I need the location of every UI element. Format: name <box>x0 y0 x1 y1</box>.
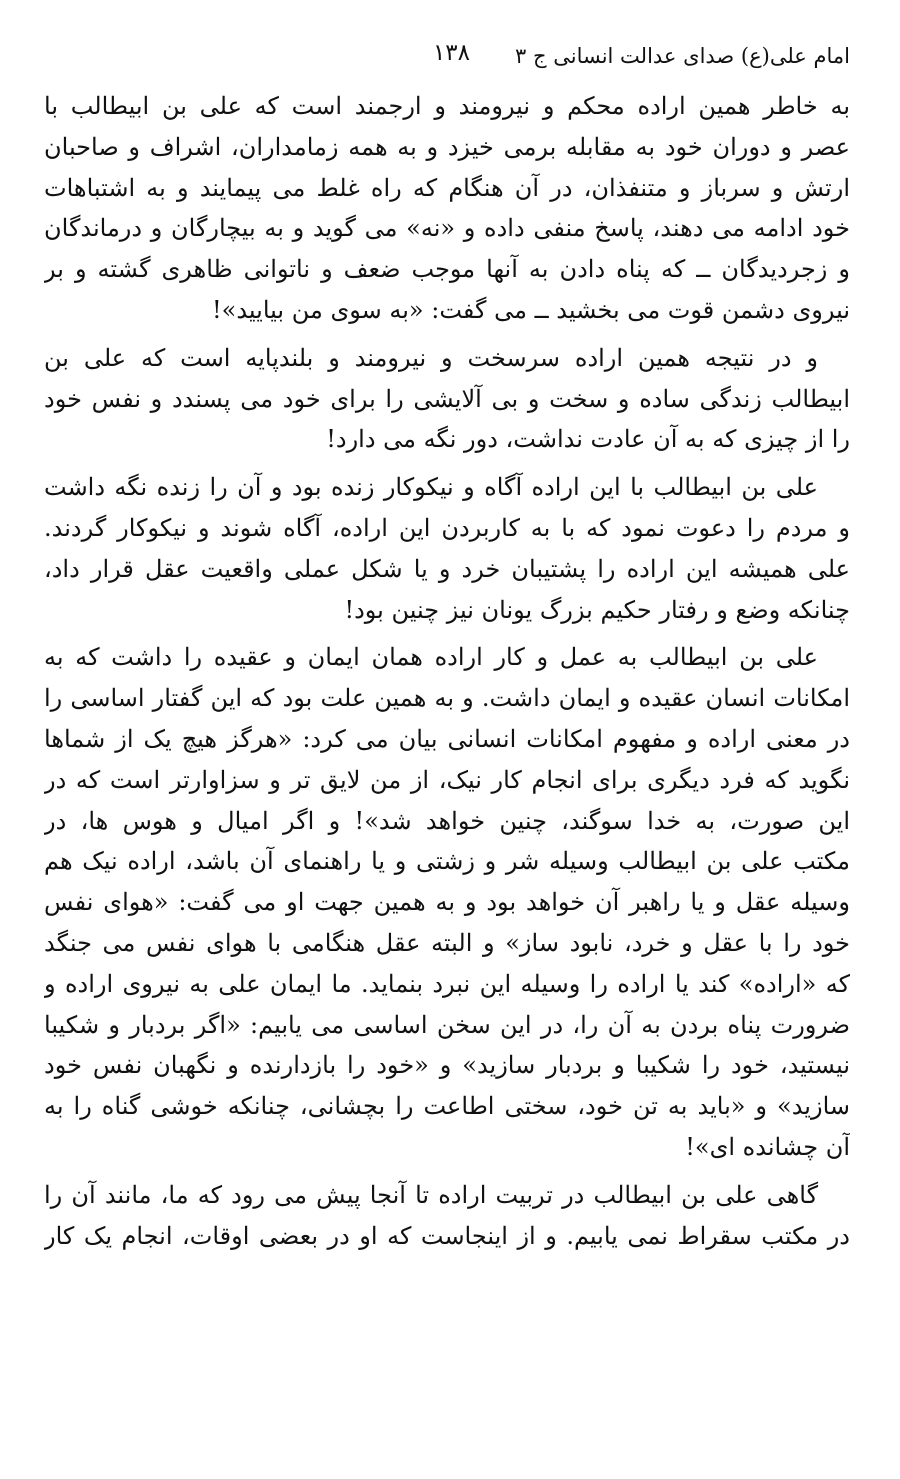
text-line: چنانکه وضع و رفتار حکیم بزرگ یونان نیز چنین بود! <box>344 595 850 624</box>
text-line: را از چیزی که به آن عادت نداشت، دور نگه می دارد! <box>326 425 850 454</box>
text-line: علی بن ابیطالب با این اراده آگاه و نیکوکار زنده بود و آن را زنده نگه داشت <box>44 473 818 502</box>
text-line: نگوید که فرد دیگری برای انجام کار نیک، از من لایق تر و سزاوارتر است که در <box>44 765 850 794</box>
book-page <box>44 0 850 1479</box>
text-line: ارتش و سرباز و متنفذان، در آن هنگام که راه غلط می پیمایند و به اشتباهات <box>44 173 850 202</box>
text-line: به خاطر همین اراده محکم و نیرومند و ارجمند است که علی بن ابیطالب با <box>44 92 850 120</box>
page-body <box>44 86 850 1256</box>
text-line: امکانات انسان عقیده و ایمان داشت. و به همین علت بود که این گفتار اساسی را <box>44 684 850 713</box>
text-line: مکتب علی بن ابیطالب وسیله شر و زشتی و یا راهنمای آن باشد، اراده نیک هم <box>44 847 850 876</box>
text-line: سازید» و «باید به تن خود، سختی اطاعت را بچشانی، چنانکه خوشی گناه را به <box>44 1092 850 1121</box>
text-line: این صورت، به خدا سوگند، چنین خواهد شد»! و اگر امیال و هوس ها، در <box>44 806 850 835</box>
text-line: نیروی دشمن قوت می بخشید ــ می گفت: «به سوی من بیایید»! <box>211 295 850 324</box>
running-title: امام علی(ع) صدای عدالت انسانی ج ۳ <box>515 44 850 68</box>
text-line: و در نتیجه همین اراده سرسخت و نیرومند و بلندپایه است که علی بن <box>44 343 818 372</box>
text-line: وسیله عقل و یا راهبر آن خواهد بود و به همین جهت او می گفت: «هوای نفس <box>44 888 850 917</box>
page-number: ۱۳۸ <box>432 40 470 66</box>
text-line: آن چشانده ای»! <box>685 1132 850 1161</box>
text-line: ضرورت پناه بردن به آن را، در این سخن اساسی می یابیم: «اگر بردبار و شکیبا <box>44 1010 850 1039</box>
text-line: علی همیشه این اراده را پشتیبان خرد و یا شکل عملی واقعیت عقل قرار داد، <box>44 554 850 583</box>
text-line: در مکتب سقراط نمی یابیم. و از اینجاست که او در بعضی اوقات، انجام یک کار <box>44 1221 850 1250</box>
paragraph-3 <box>44 467 850 630</box>
paragraph-4 <box>44 637 850 1167</box>
text-line: و مردم را دعوت نمود که با به کاربردن این اراده، آگاه شوند و نیکوکار گردند. <box>44 513 850 542</box>
paragraph-2 <box>44 338 850 460</box>
page-header <box>44 36 850 76</box>
text-line: نیستید، خود را شکیبا و بردبار سازید» و «خود را بازدارنده و نگهبان نفس خود <box>44 1051 850 1080</box>
text-line: ابیطالب زندگی ساده و سخت و بی آلایشی را برای خود می پسندد و نفس خود <box>44 384 850 413</box>
text-line: علی بن ابیطالب به عمل و کار اراده همان ایمان و عقیده را داشت که به <box>44 643 818 672</box>
text-line: که «اراده» کند یا اراده را وسیله این نبرد بنماید. ما ایمان علی به نیروی اراده و <box>44 969 850 998</box>
paragraph-5 <box>44 1175 850 1257</box>
text-line: خود ادامه می دهند، پاسخ منفی داده و «نه» می گوید و به بیچارگان و درماندگان <box>44 214 850 243</box>
text-line: عصر و دوران خود به مقابله برمی خیزد و به همه زمامداران، اشراف و صاحبان <box>44 132 850 161</box>
text-line: گاهی علی بن ابیطالب در تربیت اراده تا آنجا پیش می رود که ما، مانند آن را <box>44 1180 818 1209</box>
text-line: و زجردیدگان ــ که پناه دادن به آنها موجب ضعف و ناتوانی ظاهری گشته و بر <box>44 255 850 284</box>
text-line: در معنی اراده و مفهوم امکانات انسانی بیان می کرد: «هرگز هیچ یک از شماها <box>44 724 850 753</box>
paragraph-1 <box>44 86 850 331</box>
text-line: خود را با عقل و خرد، نابود ساز» و البته عقل هنگامی با هوای نفس می جنگد <box>44 928 850 957</box>
